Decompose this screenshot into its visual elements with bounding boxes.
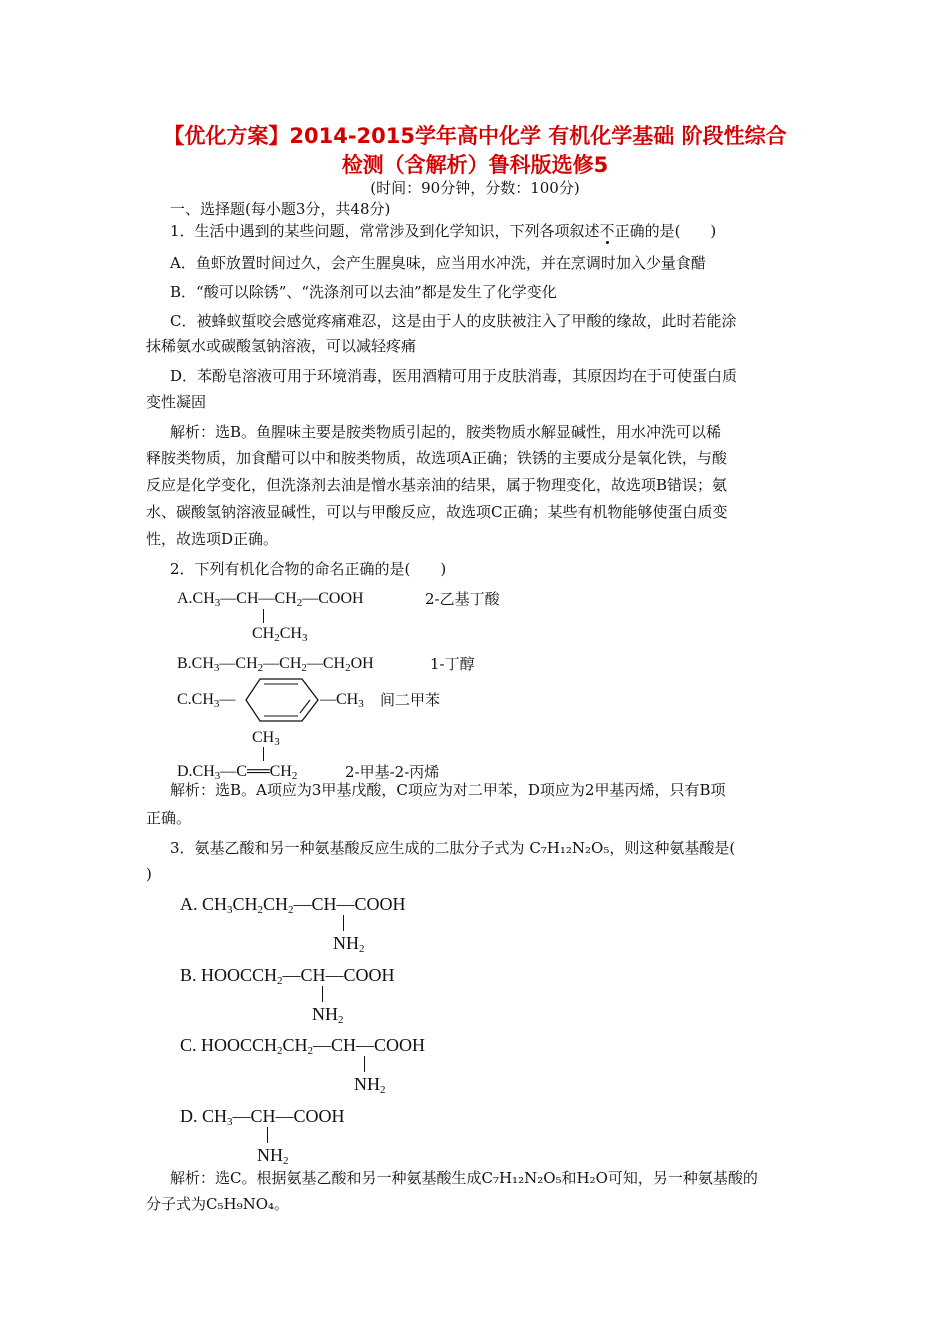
exam-meta: (时间：90分钟，分数：100分) bbox=[370, 179, 580, 197]
benzene-ring-icon bbox=[244, 675, 320, 725]
q1-answer-line1: 解析：选B。鱼腥味主要是胺类物质引起的，胺类物质水解显碱性，用水冲洗可以稀 bbox=[170, 423, 722, 441]
q3-option-b-formula: B. $HOOCCH_2—CH—COOH$ bbox=[180, 965, 395, 987]
q3-option-b-amino: $NH_2$ bbox=[312, 1004, 344, 1026]
section-heading: 一、选择题(每小题3分，共48分) bbox=[170, 200, 391, 218]
q1-answer-line4: 水、碳酸氢钠溶液显碱性，可以与甲酸反应，故选项C正确；某些有机物能够使蛋白质变 bbox=[146, 503, 728, 521]
q1-option-c-line1: C．被蜂蚁蜇咬会感觉疼痛难忍，这是由于人的皮肤被注入了甲酸的缘故，此时若能涂 bbox=[170, 312, 737, 330]
q1-option-a: A．鱼虾放置时间过久，会产生腥臭味，应当用水冲洗，并在烹调时加入少量食醋 bbox=[170, 254, 706, 272]
q2-option-d-name: 2-甲基-2-丙烯 bbox=[345, 763, 440, 781]
emphasis-dot: 不 bbox=[599, 222, 615, 240]
q3-answer-line1: 解析：选C。根据氨基乙酸和另一种氨基酸生成C₇H₁₂N₂O₅和H₂O可知，另一种氨基酸的 bbox=[170, 1169, 758, 1187]
document-title-line2: 检测（含解析）鲁科版选修5 bbox=[341, 153, 609, 177]
q2-option-b-formula: $B.CH_3—CH_2—CH_2—CH_2OH$ bbox=[177, 655, 374, 674]
q2-option-b-name: 1-丁醇 bbox=[430, 655, 475, 673]
bond-line bbox=[263, 747, 264, 761]
q3-option-c-formula: C. $HOOCCH_2CH_2—CH—COOH$ bbox=[180, 1035, 426, 1057]
q2-option-c-name: 间二甲苯 bbox=[380, 691, 441, 709]
bond-line bbox=[267, 1127, 268, 1143]
q2-option-c-formula-right: $—CH_3$ bbox=[320, 691, 364, 710]
bond-line bbox=[322, 986, 323, 1002]
q1-option-b: B．“酸可以除锈”、“洗涤剂可以去油”都是发生了化学变化 bbox=[170, 283, 557, 301]
q2-option-d-methyl: $CH_3$ bbox=[252, 729, 280, 748]
q3-option-a-amino: $NH_2$ bbox=[333, 933, 365, 955]
q2-option-a-formula: $A.CH_3—CH—CH_2—COOH$ bbox=[177, 590, 364, 609]
q1-stem: 1．生活中遇到的某些问题，常常涉及到化学知识，下列各项叙述不正确的是( ) bbox=[170, 222, 717, 240]
q2-stem: 2．下列有机化合物的命名正确的是( ) bbox=[170, 560, 447, 578]
q3-stem-line1: 3．氨基乙酸和另一种氨基酸反应生成的二肽分子式为 C₇H₁₂N₂O₅，则这种氨基酸是( bbox=[170, 839, 736, 857]
q3-option-a-formula: A. $CH_3CH_2CH_2—CH—COOH$ bbox=[180, 894, 406, 916]
q2-option-d-formula: $D.CH_3—C══CH_2$ bbox=[177, 763, 298, 782]
document-title-line1: 【优化方案】2014-2015学年高中化学 有机化学基础 阶段性综合 bbox=[163, 124, 787, 148]
q1-option-d-line2: 变性凝固 bbox=[146, 393, 207, 411]
q1-option-d-line1: D．苯酚皂溶液可用于环境消毒，医用酒精可用于皮肤消毒，其原因均在于可使蛋白质 bbox=[170, 367, 738, 385]
q3-option-c-amino: $NH_2$ bbox=[354, 1074, 386, 1096]
q3-answer-line2: 分子式为C₅H₉NO₄。 bbox=[146, 1195, 290, 1213]
bond-line bbox=[263, 609, 264, 623]
q1-answer-line5: 性，故选项D正确。 bbox=[146, 530, 279, 548]
q3-option-d-formula: D. $CH_3—CH—COOH$ bbox=[180, 1106, 345, 1128]
q3-stem-line2: ) bbox=[146, 865, 152, 883]
bond-line bbox=[343, 915, 344, 931]
q2-option-a-branch: $CH_2CH_3$ bbox=[252, 625, 308, 644]
q1-answer-line3: 反应是化学变化，但洗涤剂去油是憎水基亲油的结果，属于物理变化，故选项B错误；氨 bbox=[146, 476, 728, 494]
q2-answer-line1: 解析：选B。A项应为3甲基戊酸，C项应为对二甲苯，D项应为2甲基丙烯，只有B项 bbox=[170, 781, 726, 799]
q1-answer-line2: 释胺类物质，加食醋可以中和胺类物质，故选项A正确；铁锈的主要成分是氧化铁，与酸 bbox=[146, 449, 727, 467]
q3-option-d-amino: $NH_2$ bbox=[257, 1145, 289, 1167]
q2-option-a-name: 2-乙基丁酸 bbox=[425, 590, 500, 608]
bond-line bbox=[364, 1056, 365, 1072]
q2-answer-line2: 正确。 bbox=[146, 809, 192, 827]
q1-option-c-line2: 抹稀氨水或碳酸氢钠溶液，可以减轻疼痛 bbox=[146, 337, 417, 355]
q2-option-c-formula-left: $C.CH_3—$ bbox=[177, 691, 236, 710]
